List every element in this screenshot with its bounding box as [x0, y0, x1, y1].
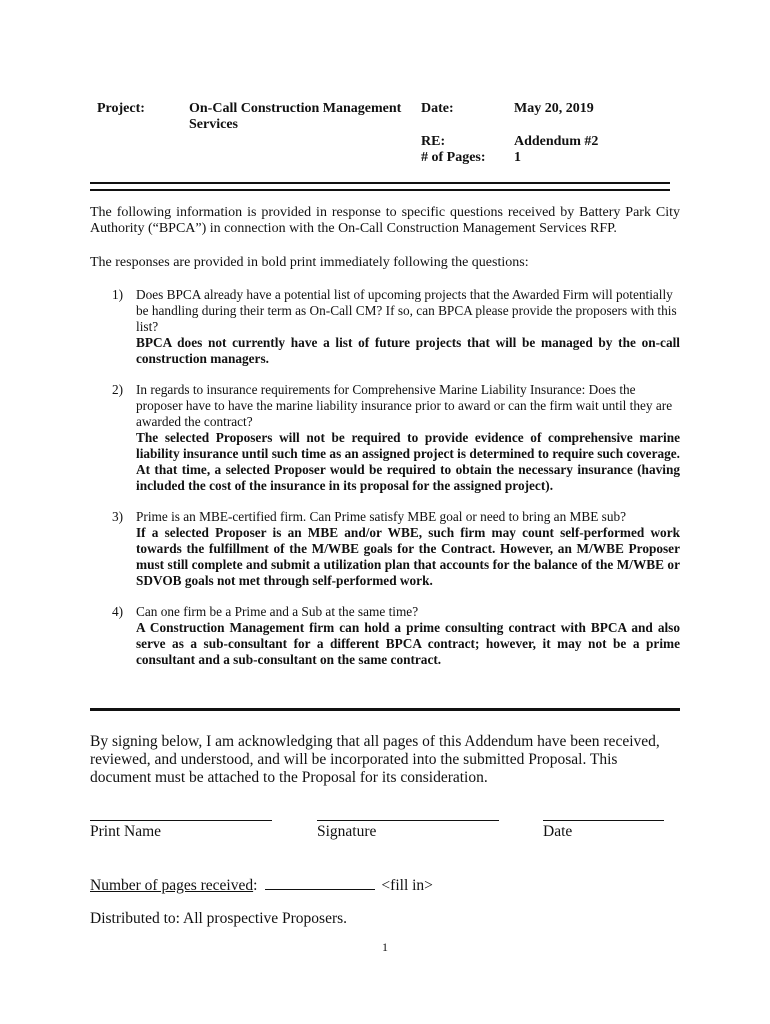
question-number: 1): [112, 287, 124, 302]
acknowledgement-text: By signing below, I am acknowledging that all pages of this Addendum have been received, reviewed, and understood, and will be incorporated into the submitted Proposal. This document must be attached to the Proposal for its consideration.: [90, 733, 660, 786]
pages-received-placeholder: <fill in>: [381, 877, 433, 894]
question-item-1: [90, 287, 680, 367]
date-label: Date:: [421, 101, 454, 116]
project-label: Project:: [97, 101, 145, 116]
intro-note: The responses are provided in bold print immediately following the questions:: [90, 255, 529, 270]
question-text: Can one firm be a Prime and a Sub at the same time?: [136, 604, 419, 619]
print-name-label: Print Name: [90, 823, 162, 840]
re-pages-values: Addendum #2 1: [514, 134, 599, 165]
answer-text: A Construction Management firm can hold a prime consulting contract with BPCA and also serve as a sub-consultant for a different BPCA contract; however, it may not be a prime consultant and a sub-consultant on the same contract.: [136, 620, 680, 667]
answer-text: The selected Proposers will not be required to provide evidence of comprehensive marine liability insurance until such time as an assigned project is determined to require such coverage. At that time, a selected Proposer would be required to obtain the necessary insurance (having included the cost of the insurance in its proposal for the assigned project).: [136, 430, 680, 493]
answer-text: If a selected Proposer is an MBE and/or WBE, such firm may count self-performed work towards the fulfillment of the M/WBE goals for the Contract. However, an M/WBE Proposer must still complete and submit a utilization plan that accounts for the balance of the M/WBE or SDVOB goals not met through self-performed work.: [136, 525, 680, 588]
pages-received-label: Number of pages received: [90, 877, 254, 894]
print-name-line[interactable]: [90, 820, 272, 821]
question-number: 2): [112, 382, 124, 397]
question-item-3: [90, 509, 680, 589]
question-text: Does BPCA already have a potential list of upcoming projects that the Awarded Firm will potentially be handling during their term as On-Call CM? If so, can BPCA please provide the proposers with this list?: [136, 287, 677, 334]
project-name: On-Call Construction Management Services: [189, 101, 402, 132]
re-pages-labels: RE: # of Pages:: [421, 134, 486, 165]
date-value: May 20, 2019: [514, 101, 594, 116]
signature-label: Signature: [317, 823, 377, 840]
page-number: 1: [382, 940, 388, 954]
question-text: Prime is an MBE-certified firm. Can Prime satisfy MBE goal or need to bring an MBE sub?: [136, 509, 627, 524]
section-separator-rule: [90, 708, 680, 711]
date-line[interactable]: [543, 820, 664, 821]
question-text: In regards to insurance requirements for Comprehensive Marine Liability Insurance: Does the proposer have to have the marine liability insurance prior to award or can the firm wait until they are awarded the contract?: [136, 382, 673, 429]
signature-line[interactable]: [317, 820, 499, 821]
answer-text: BPCA does not currently have a list of future projects that will be managed by the on-call construction managers.: [136, 335, 680, 366]
question-number: 3): [112, 509, 124, 524]
intro-paragraph: The following information is provided in response to specific questions received by Battery Park City Authority (“BPCA”) in connection with the On-Call Construction Management Services RFP.: [90, 205, 680, 236]
pages-received-blank[interactable]: [265, 875, 375, 890]
distribution-note: Distributed to: All prospective Proposers.: [90, 910, 348, 927]
header-double-rule: [90, 182, 670, 191]
question-item-2: [90, 382, 680, 494]
pages-received-colon: :: [253, 877, 258, 894]
question-item-4: [90, 604, 680, 668]
pages-received-row: [90, 875, 433, 895]
question-number: 4): [112, 604, 124, 619]
date-label-field: Date: [543, 823, 573, 840]
question-list: [90, 287, 680, 668]
